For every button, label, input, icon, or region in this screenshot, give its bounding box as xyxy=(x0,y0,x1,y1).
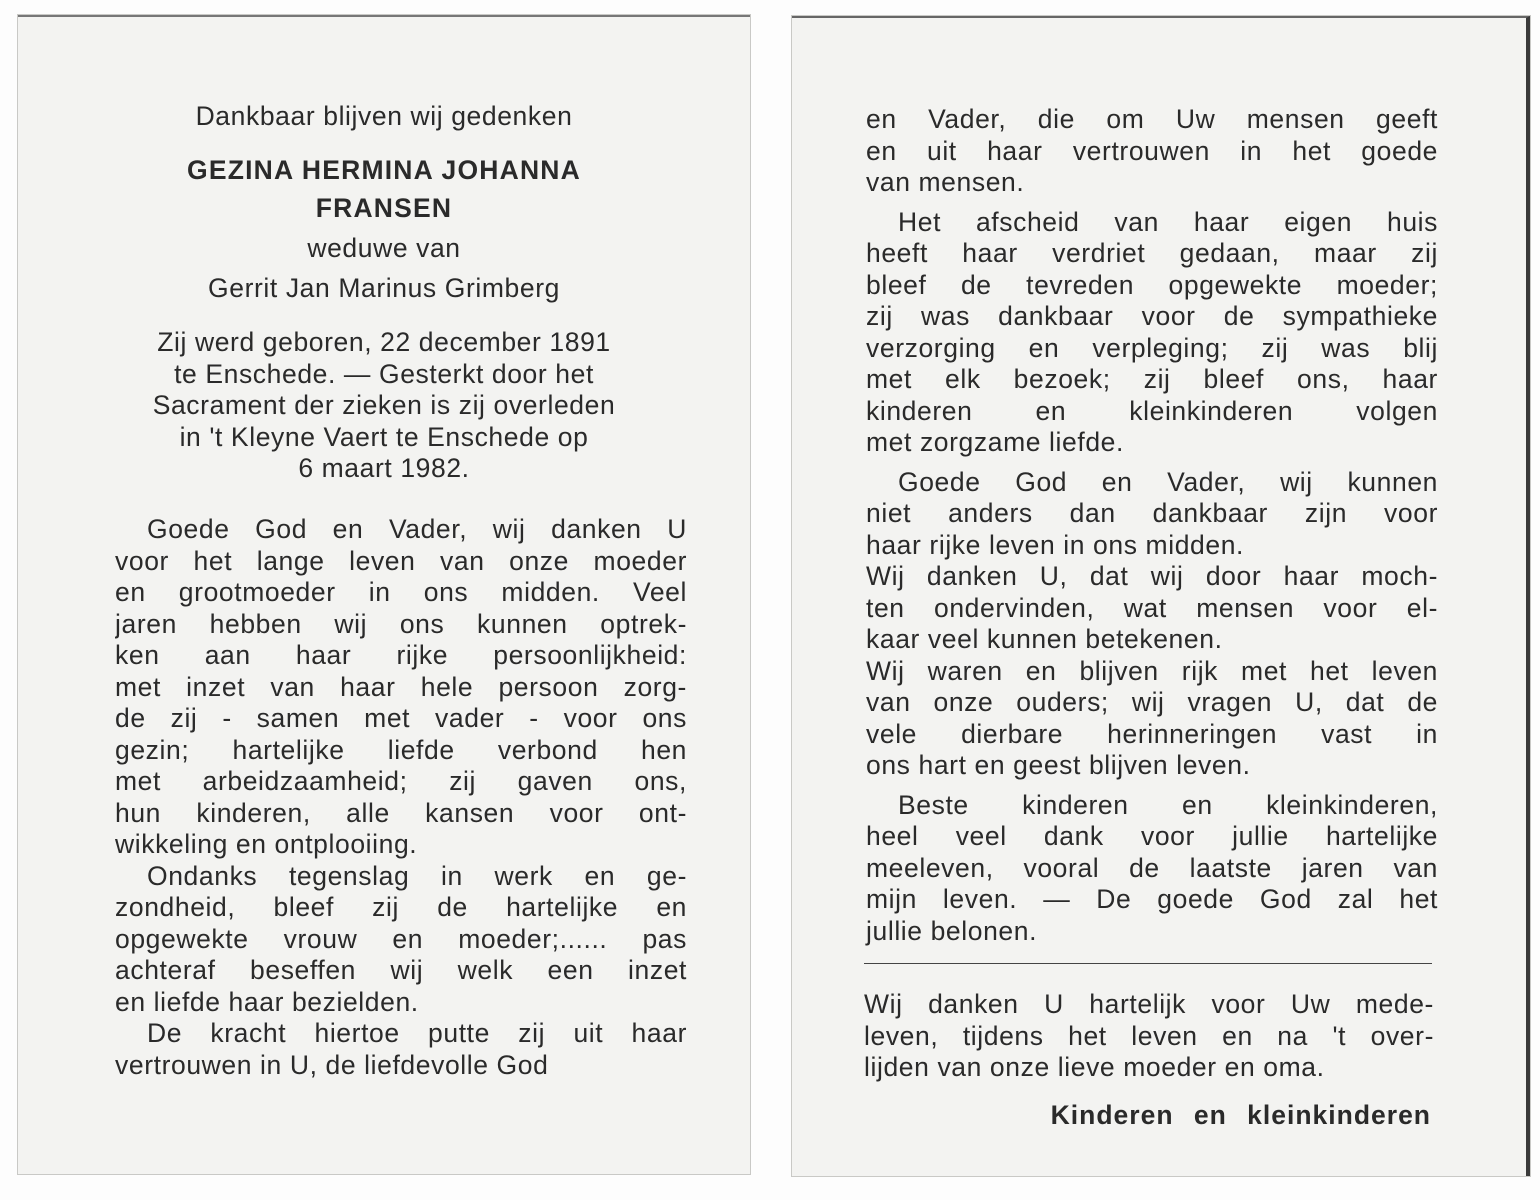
text-line: Het afscheid van haar eigen huis xyxy=(898,206,1438,237)
text-line: haar rijke leven in ons midden. xyxy=(866,529,1245,560)
text-line: meeleven, vooral de laatste jaren van xyxy=(866,852,1438,883)
paragraph xyxy=(864,989,1434,1084)
paragraph xyxy=(866,790,1438,948)
text-line: kinderen en kleinkinderen volgen xyxy=(866,395,1438,426)
paragraph xyxy=(115,1018,687,1081)
text-line: van onze ouders; wij vragen U, dat de xyxy=(866,687,1438,717)
birth-line: Zij werd geboren, 22 december 1891 xyxy=(157,327,611,357)
text-line: Wij waren en blijven rijk met het leven xyxy=(866,655,1438,686)
text-line: met zorgzame liefde. xyxy=(866,427,1124,457)
text-line: de zij - samen met vader - voor ons xyxy=(115,703,687,733)
text-line: Goede God en Vader, wij kunnen xyxy=(898,466,1438,497)
text-line: met elk bezoek; zij bleef ons, haar xyxy=(866,364,1438,394)
text-line: voor het lange leven van onze moeder xyxy=(115,545,687,576)
spouse-name: Gerrit Jan Marinus Grimberg xyxy=(208,273,560,303)
birth-line: te Enschede. — Gesterkt door het xyxy=(174,358,594,389)
left-prayer-text xyxy=(115,514,687,1081)
birth-line: Sacrament der zieken is zij overleden xyxy=(152,390,616,420)
text-line: mijn leven. — De goede God zal het xyxy=(866,884,1438,914)
text-line: achteraf beseffen wij welk een inzet xyxy=(115,955,687,985)
text-line: zij was dankbaar voor de sympathieke xyxy=(866,301,1438,331)
text-line: jullie belonen. xyxy=(866,915,1038,946)
paragraph xyxy=(866,104,1438,199)
text-line: vertrouwen in U, de liefdevolle God xyxy=(115,1049,549,1080)
text-line: met arbeidzaamheid; zij gaven ons, xyxy=(115,766,687,796)
separator-line xyxy=(864,963,1432,964)
deceased-name-line1: GEZINA HERMINA JOHANNA xyxy=(187,155,581,185)
text-line: en liefde haar bezielden. xyxy=(115,986,419,1017)
text-line: Wij danken U hartelijk voor Uw mede- xyxy=(864,989,1434,1019)
text-line: verzorging en verpleging; zij was blij xyxy=(866,332,1438,363)
birth-line: 6 maart 1982. xyxy=(298,453,470,483)
text-line: jaren hebben wij ons kunnen optrek- xyxy=(115,608,687,639)
text-line: ons hart en geest blijven leven. xyxy=(866,750,1251,780)
text-line: en grootmoeder in ons midden. Veel xyxy=(115,577,687,607)
text-line: lijden van onze lieve moeder en oma. xyxy=(864,1052,1325,1082)
text-line: van mensen. xyxy=(866,167,1025,197)
text-line: heel veel dank voor jullie hartelijke xyxy=(866,821,1438,851)
text-line: en uit haar vertrouwen in het goede xyxy=(866,135,1438,166)
text-line: opgewekte vrouw en moeder;...... pas xyxy=(115,923,687,954)
text-line: Goede God en Vader, wij danken U xyxy=(147,514,687,544)
birth-death-details xyxy=(18,327,750,485)
paragraph xyxy=(115,861,687,1019)
text-line: vele dierbare herinneringen vast in xyxy=(866,718,1438,749)
deceased-name-line2: FRANSEN xyxy=(315,193,453,223)
text-line: hun kinderen, alle kansen voor ont- xyxy=(115,797,687,828)
widow-of-label: weduwe van xyxy=(307,233,461,263)
text-line: bleef de tevreden opgewekte moeder; xyxy=(866,269,1438,300)
text-line: wikkeling en ontplooiing. xyxy=(115,829,418,859)
text-line: en Vader, die om Uw mensen geeft xyxy=(866,104,1438,134)
text-line: met inzet van haar hele persoon zorg- xyxy=(115,671,687,702)
text-line: Ondanks tegenslag in werk en ge- xyxy=(147,860,687,891)
thanks-text xyxy=(864,989,1434,1084)
text-line: kaar veel kunnen betekenen. xyxy=(866,624,1223,654)
text-line: zondheid, bleef zij de hartelijke en xyxy=(115,892,687,922)
text-line: heeft haar verdriet gedaan, maar zij xyxy=(866,238,1438,268)
right-prayer-text xyxy=(866,104,1438,947)
text-line: Wij danken U, dat wij door haar moch- xyxy=(866,561,1438,591)
text-line: Beste kinderen en kleinkinderen, xyxy=(898,789,1438,820)
paragraph xyxy=(115,514,687,861)
memorial-card-right-page xyxy=(792,16,1530,1176)
text-line: ken aan haar rijke persoonlijkheid: xyxy=(115,640,687,670)
paragraph xyxy=(866,467,1438,782)
text-line: niet anders dan dankbaar zijn voor xyxy=(866,498,1438,528)
paragraph xyxy=(866,207,1438,459)
text-line: De kracht hiertoe putte zij uit haar xyxy=(147,1018,687,1048)
text-line: ten ondervinden, wat mensen voor el- xyxy=(866,592,1438,623)
memorial-card-left-page xyxy=(18,15,750,1174)
intro-line: Dankbaar blijven wij gedenken xyxy=(195,101,573,131)
text-line: gezin; hartelijke liefde verbond hen xyxy=(115,734,687,765)
birth-line: in 't Kleyne Vaert te Enschede op xyxy=(179,421,589,452)
signature: Kinderen en kleinkinderen xyxy=(1050,1100,1431,1130)
text-line: leven, tijdens het leven en na 't over- xyxy=(864,1020,1434,1051)
